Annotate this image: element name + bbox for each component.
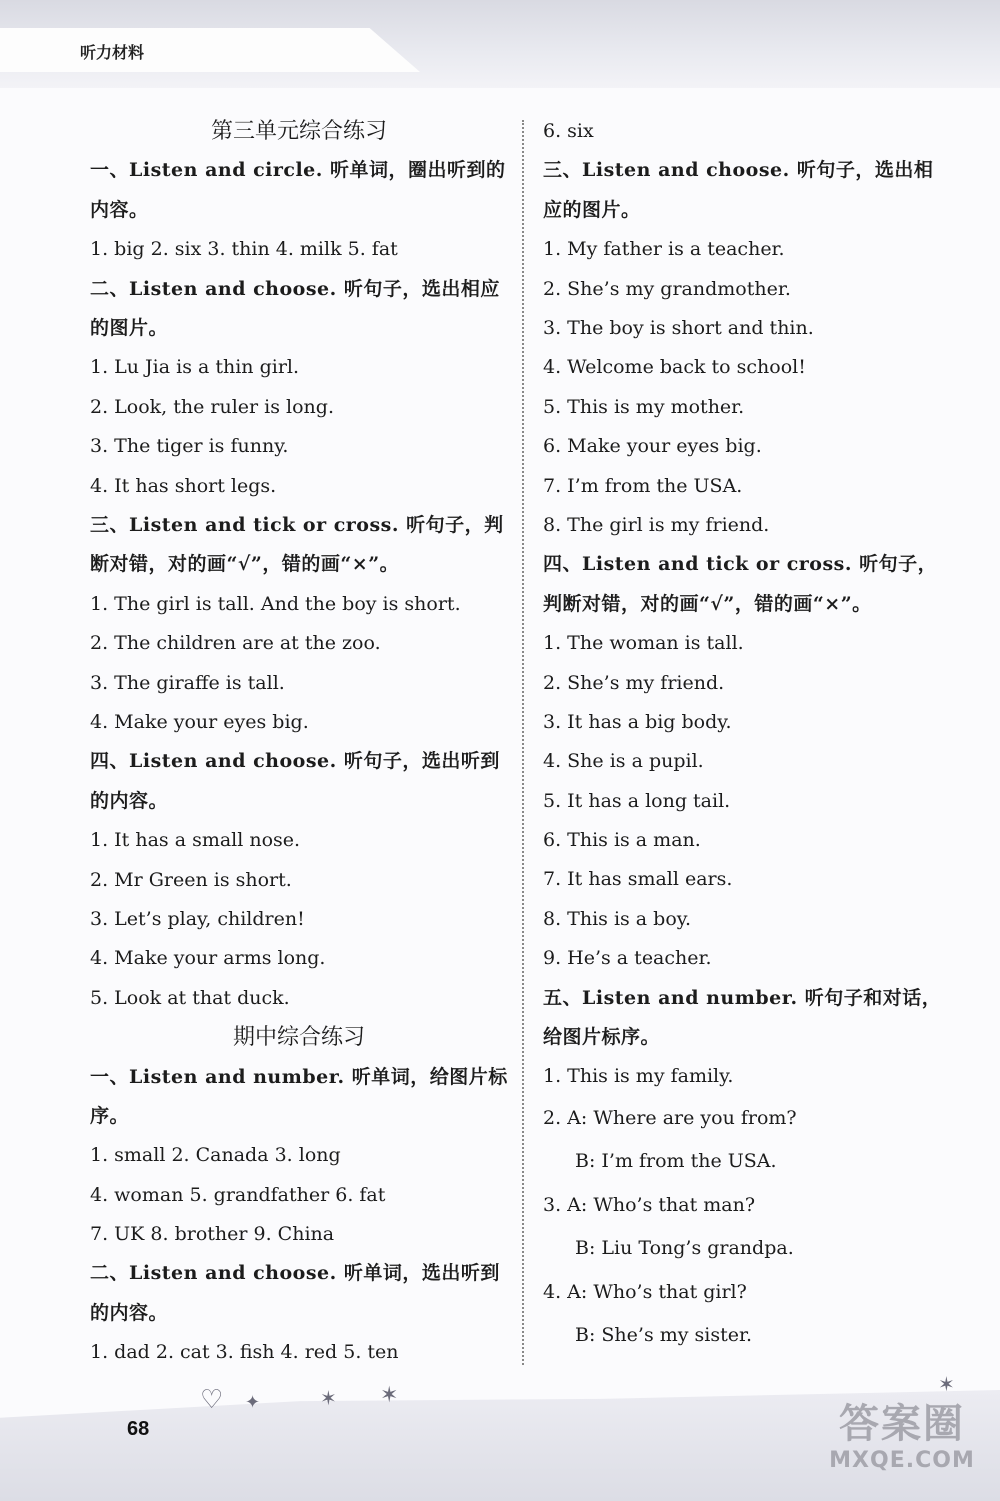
text-line: 1. The girl is tall. And the boy is short. [90,592,461,615]
text-line: 3. It has a big body. [543,710,732,733]
exercise-heading: 五、Listen and number. 听句子和对话，给图片标序。 [543,986,942,1049]
section-title: 期中综合练习 [232,1025,365,1051]
text-line: 1. This is my family. [543,1065,734,1088]
header-band [0,0,1000,88]
text-line: 1. The woman is tall. [543,632,744,655]
text-line: 6. This is a man. [543,829,701,852]
text-line: 1. big 2. six 3. thin 4. milk 5. fat [90,238,398,261]
text-line: 1. My father is a teacher. [543,238,785,261]
text-line: 4. Make your eyes big. [90,710,309,733]
exercise-heading: 四、Listen and choose. 听句子，选出听到的内容。 [90,750,500,812]
text-line: 4. Make your arms long. [90,947,326,970]
exercise-heading: 三、Listen and tick or cross. 听句子，判断对错，对的画“√”，错的画“×”。 [90,513,504,576]
text-line: 6. Make your eyes big. [543,435,762,458]
section-label: 听力材料 [80,43,145,62]
text-line: 2. She’s my grandmother. [543,277,791,300]
exercise-heading: 二、Listen and choose. 听句子，选出相应的图片。 [90,277,500,339]
text-line: 1. It has a small nose. [90,829,301,852]
text-line: 5. Look at that duck. [90,986,290,1009]
star-icon: ✶ [320,1386,337,1410]
watermark-url: MXQE.COM [829,1448,975,1473]
text-line: 2. The children are at the zoo. [90,632,381,655]
text-line: 7. It has small ears. [543,868,733,891]
text-line: 4. It has short legs. [90,474,277,497]
text-line: 2. Look, the ruler is long. [90,395,334,418]
star-icon: ✦ [245,1392,261,1413]
text-line: B: She’s my sister. [575,1324,753,1347]
exercise-heading: 一、Listen and circle. 听单词，圈出听到的内容。 [90,159,506,221]
text-line: 4. Welcome back to school! [543,356,806,379]
text-line: 3. The boy is short and thin. [543,316,814,339]
exercise-heading: 三、Listen and choose. 听句子，选出相应的图片。 [543,159,934,221]
text-line: B: I’m from the USA. [575,1150,777,1173]
text-line: 5. It has a long tail. [543,789,731,812]
text-line: 8. The girl is my friend. [543,513,770,536]
column-divider [522,120,524,1365]
text-line: 1. small 2. Canada 3. long [90,1144,341,1167]
exercise-heading: 四、Listen and tick or cross. 听句子，判断对错，对的画“√”，错的画“×”。 [543,553,938,615]
text-line: 8. This is a boy. [543,907,692,930]
text-line: 7. I’m from the USA. [543,474,743,497]
exercise-heading: 二、Listen and choose. 听单词，选出听到的内容。 [90,1262,500,1324]
page-number: 68 [127,1418,150,1440]
text-line: 1. dad 2. cat 3. fish 4. red 5. ten [90,1341,399,1364]
text-line: 3. A: Who’s that man? [543,1193,756,1216]
left-column [90,112,508,1373]
watermark [812,1400,992,1473]
header-tab [0,28,420,72]
star-icon: ✶ [380,1383,399,1408]
text-line: B: Liu Tong’s grandpa. [575,1237,794,1260]
text-line: 3. The tiger is funny. [90,435,289,458]
heart-icon: ♡ [200,1385,224,1415]
text-line: 3. Let’s play, children! [90,907,305,930]
text-line: 5. This is my mother. [543,395,745,418]
text-line: 4. A: Who’s that girl? [543,1280,747,1303]
text-line: 4. woman 5. grandfather 6. fat [90,1183,386,1206]
text-line: 2. She’s my friend. [543,671,725,694]
star-icon: ✶ [938,1372,955,1396]
section-title: 第三单元综合练习 [210,119,387,144]
text-line: 6. six [543,120,594,142]
text-line: 4. She is a pupil. [543,750,704,773]
text-line: 3. The giraffe is tall. [90,671,285,694]
right-column [543,112,948,1358]
text-line: 7. UK 8. brother 9. China [90,1223,335,1246]
text-line: 1. Lu Jia is a thin girl. [90,356,300,379]
text-line: 9. He’s a teacher. [543,947,712,970]
watermark-logo-text: 答案圈 [839,1401,965,1447]
text-line: 2. Mr Green is short. [90,868,292,891]
exercise-heading: 一、Listen and number. 听单词，给图片标序。 [90,1065,508,1127]
text-line: 2. A: Where are you from? [543,1106,797,1129]
